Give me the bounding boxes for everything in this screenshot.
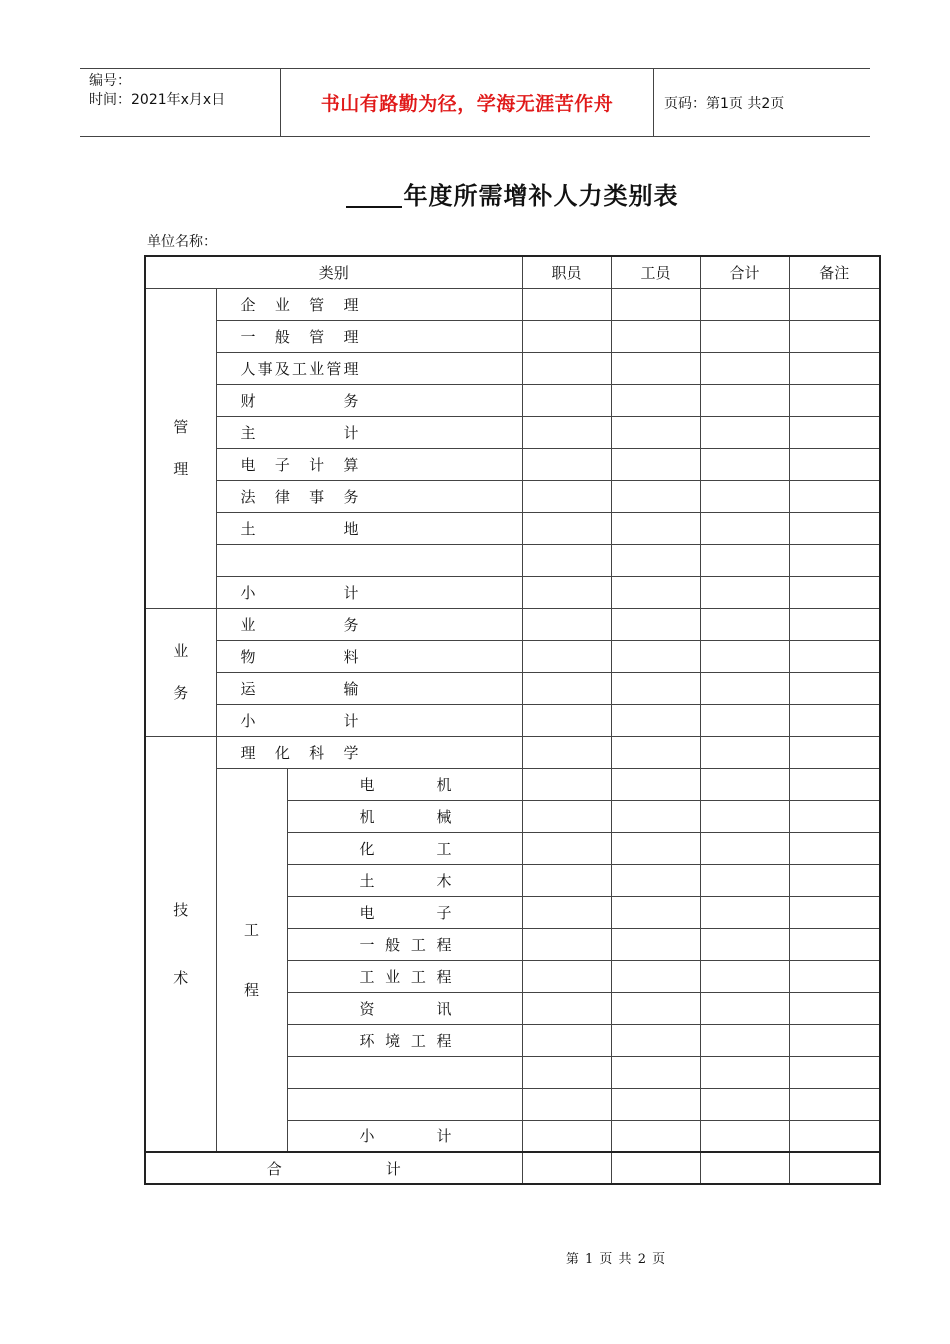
cell-staff[interactable] — [522, 832, 611, 864]
row-label-text: 一般管理 — [240, 327, 359, 346]
grand-total-label — [145, 1152, 522, 1184]
cell-total[interactable] — [700, 1056, 789, 1088]
cell-staff[interactable] — [522, 928, 611, 960]
row-label-text: 运输 — [240, 679, 359, 698]
cell-remarks[interactable] — [789, 512, 880, 544]
table-row — [145, 672, 880, 704]
staffing-table — [144, 255, 881, 1185]
page-footer: 第 1 页 共 2 页 — [565, 1252, 667, 1267]
cell-worker[interactable] — [611, 1024, 700, 1056]
cell-worker[interactable] — [611, 352, 700, 384]
row-label-text: 主计 — [240, 423, 359, 442]
cell-staff[interactable] — [522, 576, 611, 608]
table-row — [145, 352, 880, 384]
table-row — [145, 704, 880, 736]
group-management-label-char-2: 理 — [173, 460, 189, 478]
cell-worker[interactable] — [611, 384, 700, 416]
cell-remarks[interactable] — [789, 800, 880, 832]
row-label-text: 电子 — [359, 903, 452, 922]
group-engineering-label-char-2: 程 — [243, 980, 259, 999]
header-motto: 书山有路勤为径，学海无涯苦作舟 — [281, 69, 654, 136]
col-header-total: 合计 — [700, 256, 789, 288]
row-label — [287, 928, 522, 960]
document-number-label: 编号： — [89, 73, 131, 89]
row-label — [216, 320, 522, 352]
group-engineering-label-char-1: 工 — [243, 920, 259, 939]
row-label-text: 小计 — [240, 583, 359, 602]
row-label-text: 电机 — [359, 775, 452, 794]
cell-remarks[interactable] — [789, 640, 880, 672]
row-label-text: 环境工程 — [359, 1031, 452, 1050]
cell-worker[interactable] — [611, 864, 700, 896]
cell-remarks[interactable] — [789, 544, 880, 576]
table-row — [145, 512, 880, 544]
document-time-label: 时间：2021年x月x日 — [89, 92, 226, 108]
row-label — [287, 896, 522, 928]
group-technical-label-char-1: 技 — [173, 900, 189, 919]
cell-total[interactable] — [700, 640, 789, 672]
cell-remarks[interactable] — [789, 1152, 880, 1184]
cell-staff[interactable] — [522, 1024, 611, 1056]
cell-total[interactable] — [700, 672, 789, 704]
table-row — [145, 608, 880, 640]
group-technical-label-char-2: 术 — [173, 968, 189, 987]
row-label — [216, 448, 522, 480]
cell-worker[interactable] — [611, 768, 700, 800]
cell-worker[interactable] — [611, 832, 700, 864]
unit-name-label: 单位名称： — [147, 234, 217, 250]
header-meta — [80, 69, 281, 136]
row-label-text: 企业管理 — [240, 295, 359, 314]
col-header-category: 类别 — [145, 256, 522, 288]
table-header-row — [145, 256, 880, 288]
group-management-label-char-1: 管 — [173, 418, 189, 436]
row-label — [216, 480, 522, 512]
cell-total[interactable] — [700, 320, 789, 352]
group-technical-label — [145, 736, 216, 1152]
cell-remarks[interactable] — [789, 960, 880, 992]
row-label — [216, 640, 522, 672]
cell-total[interactable] — [700, 544, 789, 576]
row-label-text: 机械 — [359, 807, 452, 826]
col-header-worker: 工员 — [611, 256, 700, 288]
cell-worker[interactable] — [611, 1152, 700, 1184]
cell-staff[interactable] — [522, 448, 611, 480]
cell-total[interactable] — [700, 736, 789, 768]
year-blank — [346, 182, 402, 208]
cell-worker[interactable] — [611, 704, 700, 736]
cell-total[interactable] — [700, 864, 789, 896]
cell-worker[interactable] — [611, 544, 700, 576]
table-row — [145, 544, 880, 576]
cell-worker[interactable] — [611, 448, 700, 480]
cell-worker[interactable] — [611, 416, 700, 448]
cell-total[interactable] — [700, 608, 789, 640]
cell-staff[interactable] — [522, 1088, 611, 1120]
cell-remarks[interactable] — [789, 1120, 880, 1152]
row-label-text: 业务 — [240, 615, 359, 634]
cell-staff[interactable] — [522, 544, 611, 576]
table-row — [145, 448, 880, 480]
row-label — [216, 736, 522, 768]
cell-remarks[interactable] — [789, 1056, 880, 1088]
row-label — [216, 544, 522, 576]
cell-worker[interactable] — [611, 1088, 700, 1120]
row-label-text: 财务 — [240, 391, 359, 410]
cell-total[interactable] — [700, 416, 789, 448]
cell-worker[interactable] — [611, 512, 700, 544]
table-row — [145, 320, 880, 352]
cell-staff[interactable] — [522, 384, 611, 416]
cell-staff[interactable] — [522, 896, 611, 928]
cell-staff[interactable] — [522, 768, 611, 800]
cell-staff[interactable] — [522, 736, 611, 768]
cell-total[interactable] — [700, 480, 789, 512]
cell-staff[interactable] — [522, 320, 611, 352]
cell-total[interactable] — [700, 288, 789, 320]
cell-worker[interactable] — [611, 288, 700, 320]
cell-staff[interactable] — [522, 1152, 611, 1184]
cell-total[interactable] — [700, 512, 789, 544]
cell-worker[interactable] — [611, 640, 700, 672]
cell-total[interactable] — [700, 832, 789, 864]
cell-remarks[interactable] — [789, 1088, 880, 1120]
cell-worker[interactable] — [611, 960, 700, 992]
cell-remarks[interactable] — [789, 736, 880, 768]
cell-worker[interactable] — [611, 992, 700, 1024]
cell-remarks[interactable] — [789, 320, 880, 352]
row-label — [287, 832, 522, 864]
col-header-remarks: 备注 — [789, 256, 880, 288]
group-engineering-label — [216, 768, 287, 1152]
cell-total[interactable] — [700, 352, 789, 384]
cell-remarks[interactable] — [789, 672, 880, 704]
cell-total[interactable] — [700, 896, 789, 928]
cell-staff[interactable] — [522, 288, 611, 320]
row-label — [287, 1024, 522, 1056]
page-title-text: 年度所需增补人力类别表 — [403, 182, 679, 210]
cell-remarks[interactable] — [789, 768, 880, 800]
cell-worker[interactable] — [611, 480, 700, 512]
col-header-staff: 职员 — [522, 256, 611, 288]
group-business-label — [145, 608, 216, 736]
cell-total[interactable] — [700, 1024, 789, 1056]
cell-remarks[interactable] — [789, 384, 880, 416]
cell-staff[interactable] — [522, 1120, 611, 1152]
row-label — [216, 672, 522, 704]
cell-worker[interactable] — [611, 672, 700, 704]
header-page-number: 页码：第1页 共2页 — [664, 95, 785, 112]
cell-staff[interactable] — [522, 800, 611, 832]
row-label — [287, 800, 522, 832]
row-label-text: 小计 — [359, 1127, 452, 1146]
table-row — [145, 384, 880, 416]
cell-staff[interactable] — [522, 480, 611, 512]
table-row — [145, 768, 880, 800]
cell-total[interactable] — [700, 960, 789, 992]
row-label-text: 一般工程 — [359, 935, 452, 954]
row-label — [216, 704, 522, 736]
row-label — [287, 1088, 522, 1120]
row-label — [216, 352, 522, 384]
grand-total-text: 合计 — [266, 1159, 401, 1178]
cell-total[interactable] — [700, 768, 789, 800]
cell-total[interactable] — [700, 1120, 789, 1152]
cell-total[interactable] — [700, 992, 789, 1024]
cell-remarks[interactable] — [789, 896, 880, 928]
cell-staff[interactable] — [522, 640, 611, 672]
cell-worker[interactable] — [611, 736, 700, 768]
document-header — [80, 68, 870, 137]
row-label — [287, 1120, 522, 1152]
cell-total[interactable] — [700, 384, 789, 416]
row-label-text: 工业工程 — [359, 967, 452, 986]
cell-staff[interactable] — [522, 672, 611, 704]
staffing-table-body — [145, 256, 880, 1184]
cell-remarks[interactable] — [789, 576, 880, 608]
cell-staff[interactable] — [522, 992, 611, 1024]
row-label — [287, 768, 522, 800]
row-label-text: 理化科学 — [240, 743, 359, 762]
cell-remarks[interactable] — [789, 288, 880, 320]
row-label — [216, 576, 522, 608]
row-label — [287, 992, 522, 1024]
cell-total[interactable] — [700, 704, 789, 736]
row-label-text: 电子计算 — [240, 455, 359, 474]
table-row — [145, 288, 880, 320]
row-label — [216, 608, 522, 640]
cell-worker[interactable] — [611, 928, 700, 960]
cell-total[interactable] — [700, 1088, 789, 1120]
cell-remarks[interactable] — [789, 480, 880, 512]
row-label — [216, 512, 522, 544]
cell-staff[interactable] — [522, 1056, 611, 1088]
row-label — [287, 864, 522, 896]
cell-worker[interactable] — [611, 800, 700, 832]
row-label-text: 化工 — [359, 839, 452, 858]
table-row — [145, 576, 880, 608]
cell-worker[interactable] — [611, 896, 700, 928]
cell-remarks[interactable] — [789, 416, 880, 448]
table-row — [145, 640, 880, 672]
cell-worker[interactable] — [611, 1120, 700, 1152]
cell-staff[interactable] — [522, 864, 611, 896]
cell-staff[interactable] — [522, 608, 611, 640]
cell-remarks[interactable] — [789, 448, 880, 480]
cell-worker[interactable] — [611, 608, 700, 640]
group-business-label-char-2: 务 — [173, 684, 189, 702]
cell-total[interactable] — [700, 448, 789, 480]
cell-total[interactable] — [700, 928, 789, 960]
cell-staff[interactable] — [522, 704, 611, 736]
group-business-label-char-1: 业 — [173, 642, 189, 660]
cell-total[interactable] — [700, 576, 789, 608]
row-label — [216, 384, 522, 416]
cell-remarks[interactable] — [789, 864, 880, 896]
cell-remarks[interactable] — [789, 1024, 880, 1056]
cell-total[interactable] — [700, 1152, 789, 1184]
cell-worker[interactable] — [611, 576, 700, 608]
row-label — [287, 1056, 522, 1088]
cell-remarks[interactable] — [789, 992, 880, 1024]
cell-remarks[interactable] — [789, 608, 880, 640]
table-row — [145, 416, 880, 448]
cell-remarks[interactable] — [789, 832, 880, 864]
row-label-text: 土地 — [240, 519, 359, 538]
page-title — [0, 176, 950, 211]
row-label-text: 物料 — [240, 647, 359, 666]
grand-total-row — [145, 1152, 880, 1184]
row-label-text: 人事及工业管理 — [240, 359, 359, 378]
cell-worker[interactable] — [611, 1056, 700, 1088]
row-label-text: 法律事务 — [240, 487, 359, 506]
cell-staff[interactable] — [522, 960, 611, 992]
row-label — [287, 960, 522, 992]
cell-staff[interactable] — [522, 352, 611, 384]
table-row — [145, 736, 880, 768]
cell-total[interactable] — [700, 800, 789, 832]
group-management-label — [145, 288, 216, 608]
row-label — [216, 416, 522, 448]
row-label-text: 资讯 — [359, 999, 452, 1018]
cell-staff[interactable] — [522, 416, 611, 448]
cell-remarks[interactable] — [789, 352, 880, 384]
row-label-text: 土木 — [359, 871, 452, 890]
cell-remarks[interactable] — [789, 704, 880, 736]
cell-worker[interactable] — [611, 320, 700, 352]
row-label-text: 小计 — [240, 711, 359, 730]
cell-remarks[interactable] — [789, 928, 880, 960]
cell-staff[interactable] — [522, 512, 611, 544]
table-row — [145, 480, 880, 512]
row-label — [216, 288, 522, 320]
